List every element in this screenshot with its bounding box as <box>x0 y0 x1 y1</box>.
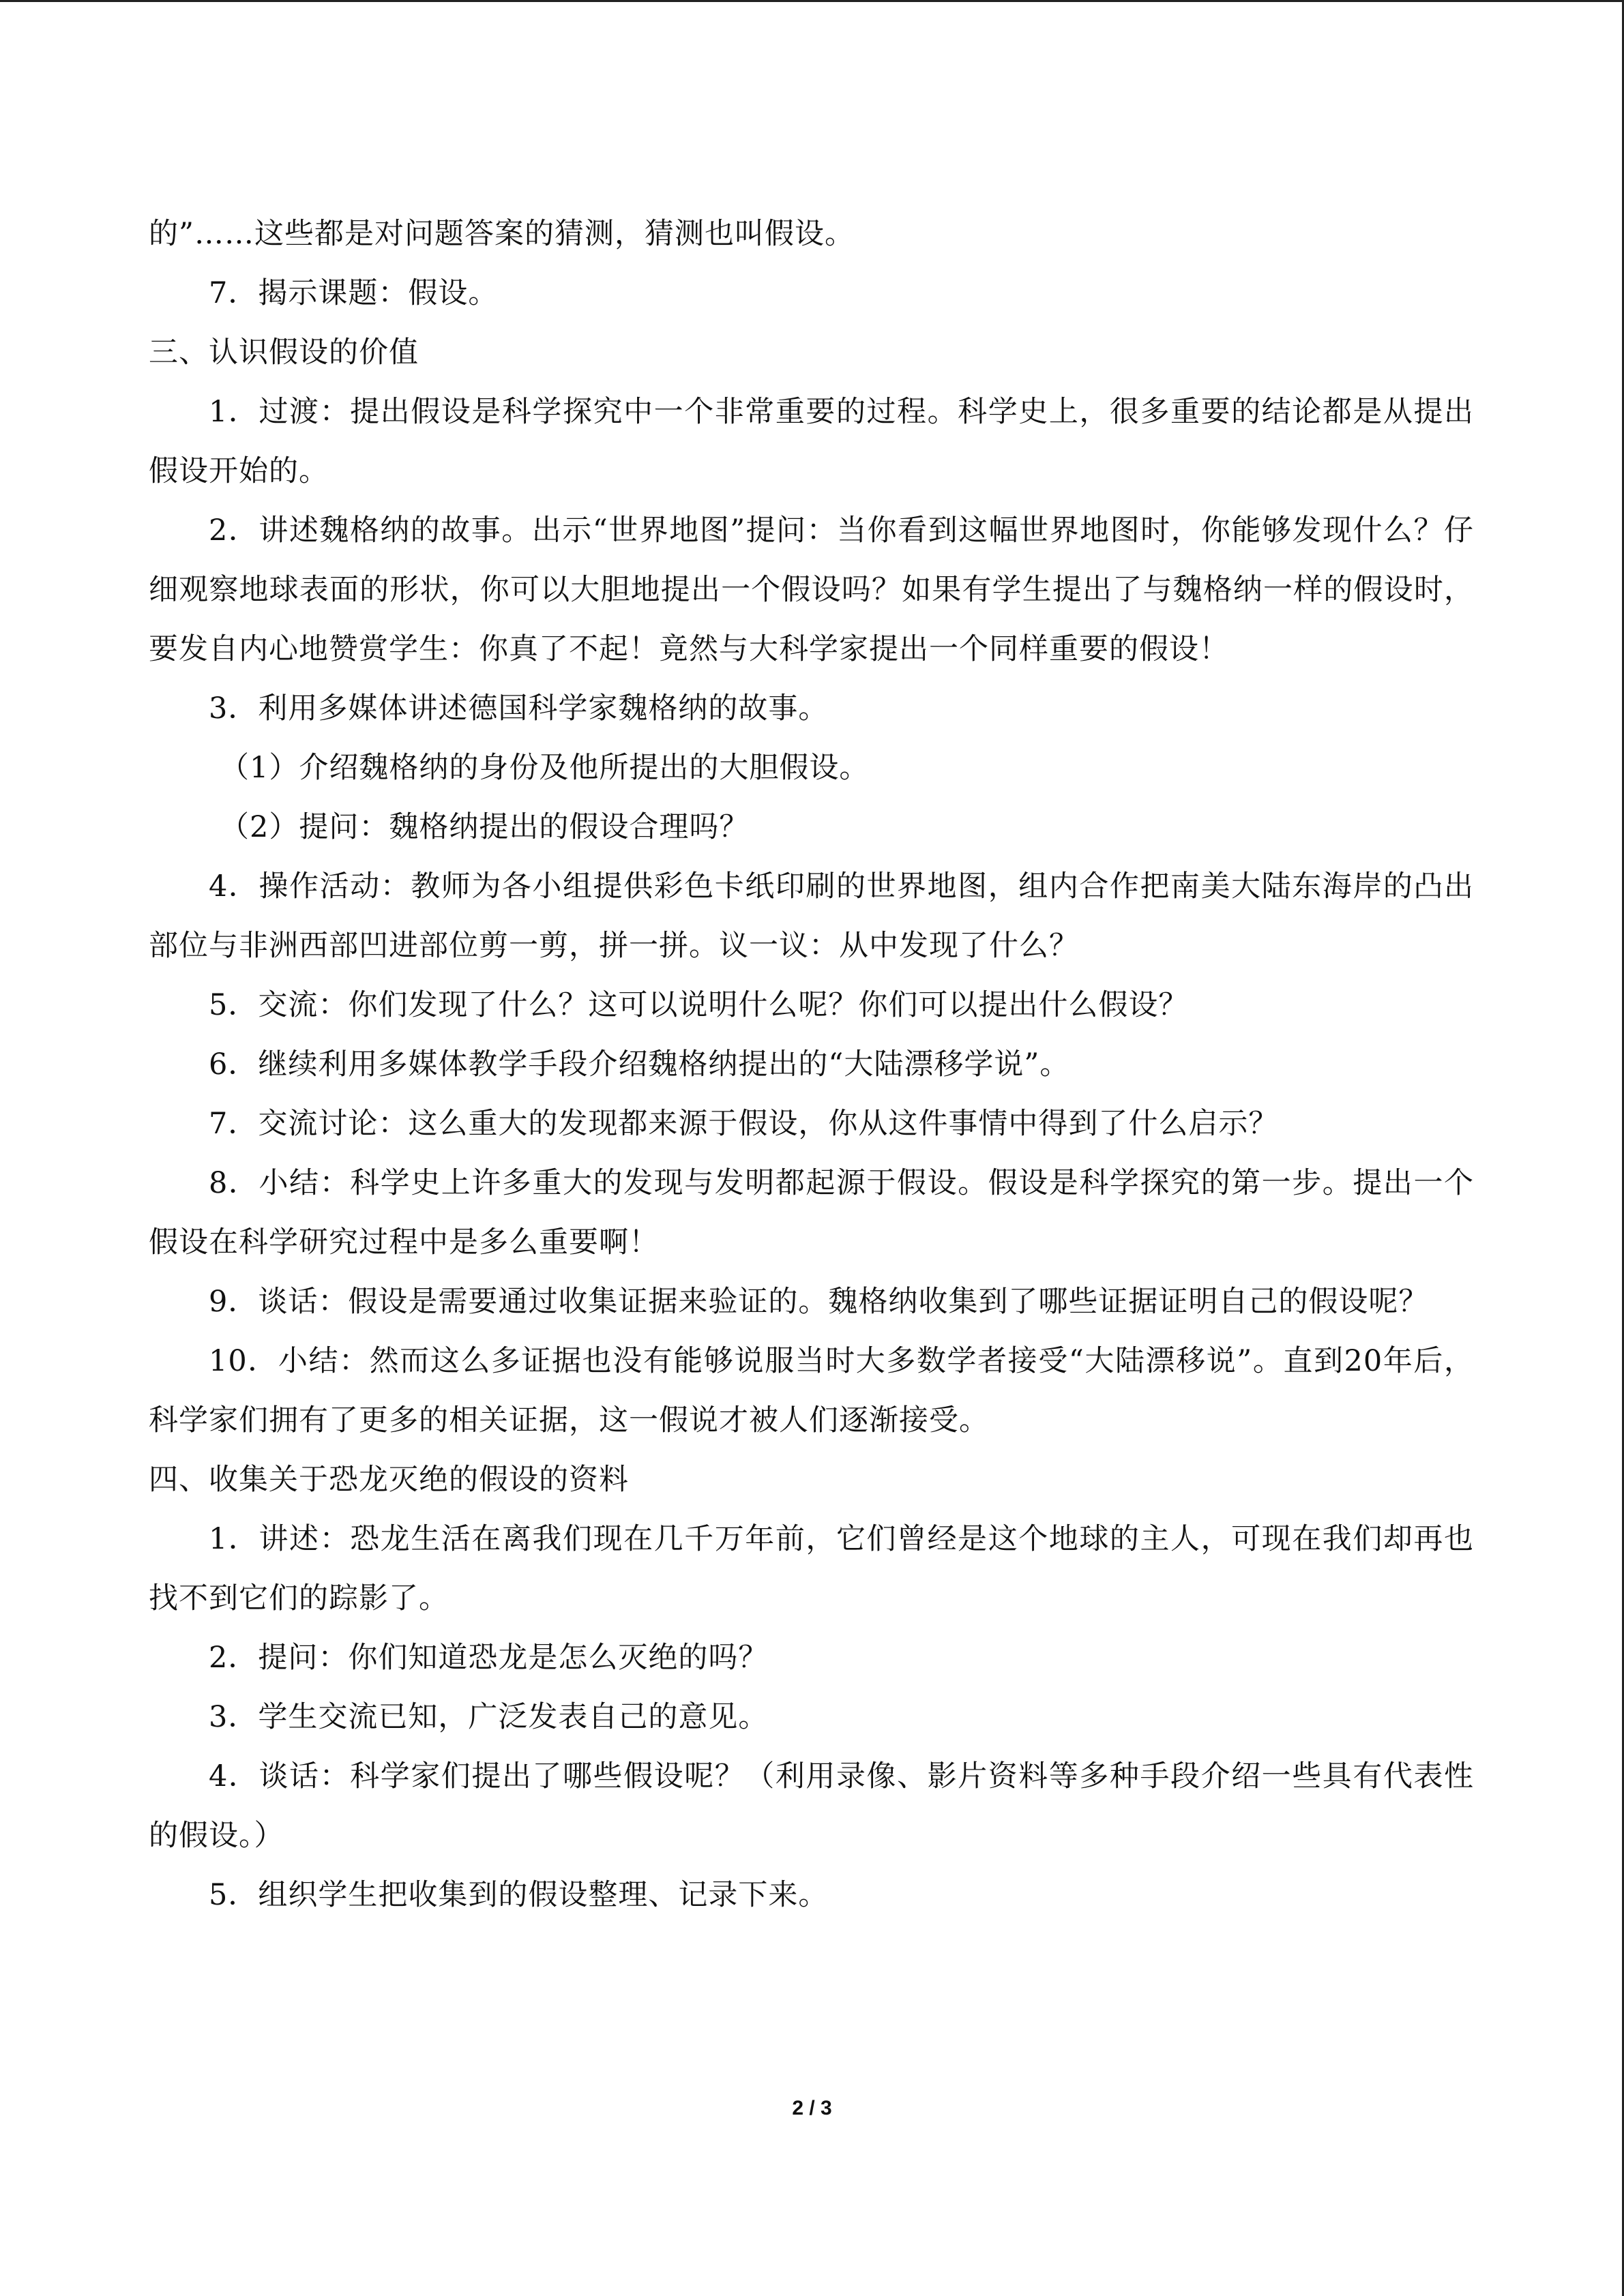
sub-item: （1）介绍魏格纳的身份及他所提出的大胆假设。 <box>220 751 870 785</box>
page-number: 2 / 3 <box>792 2097 832 2119</box>
paragraph-item: 3．学生交流已知，广泛发表自己的意见。 <box>209 1700 769 1734</box>
section-heading: 四、收集关于恐龙灭绝的假设的资料 <box>149 1463 629 1497</box>
document-body <box>149 205 1474 1925</box>
paragraph-item: 2．提问：你们知道恐龙是怎么灭绝的吗？ <box>209 1641 769 1675</box>
paragraph-item: 7．交流讨论：这么重大的发现都来源于假设，你从这件事情中得到了什么启示？ <box>209 1107 1279 1141</box>
paragraph-item: 1．过渡：提出假设是科学探究中一个非常重要的过程。科学史上，很多重要的结论都是从提出假设开始的。 <box>149 395 1474 488</box>
paragraph-item: 9．谈话：假设是需要通过收集证据来验证的。魏格纳收集到了哪些证据证明自己的假设呢？ <box>209 1285 1429 1319</box>
paragraph-item: 5．组织学生把收集到的假设整理、记录下来。 <box>209 1878 829 1912</box>
paragraph-item: 2．讲述魏格纳的故事。出示“世界地图”提问：当你看到这幅世界地图时，你能够发现什么？仔细观察地球表面的形状，你可以大胆地提出一个假设吗？如果有学生提出了与魏格纳一样的假设时，要发自内心地赞赏学生：你真了不起！竟然与大科学家提出一个同样重要的假设！ <box>149 513 1474 666</box>
paragraph-item: 8．小结：科学史上许多重大的发现与发明都起源于假设。假设是科学探究的第一步。提出一个假设在科学研究过程中是多么重要啊！ <box>149 1166 1474 1259</box>
paragraph-item: 3．利用多媒体讲述德国科学家魏格纳的故事。 <box>209 691 829 726</box>
paragraph-item: 6．继续利用多媒体教学手段介绍魏格纳提出的“大陆漂移学说”。 <box>209 1047 1070 1082</box>
paragraph-item: 4．操作活动：教师为各小组提供彩色卡纸印刷的世界地图，组内合作把南美大陆东海岸的凸出部位与非洲西部凹进部位剪一剪，拼一拼。议一议：从中发现了什么？ <box>149 869 1474 963</box>
paragraph-item: 10．小结：然而这么多证据也没有能够说服当时大多数学者接受“大陆漂移说”。直到20年后，科学家们拥有了更多的相关证据，这一假说才被人们逐渐接受。 <box>149 1344 1474 1437</box>
paragraph-item: 1．讲述：恐龙生活在离我们现在几千万年前，它们曾经是这个地球的主人，可现在我们却再也找不到它们的踪影了。 <box>149 1522 1474 1615</box>
paragraph-item: 5．交流：你们发现了什么？这可以说明什么呢？你们可以提出什么假设？ <box>209 988 1189 1022</box>
paragraph-item: 4．谈话：科学家们提出了哪些假设呢？（利用录像、影片资料等多种手段介绍一些具有代表性的假设。） <box>149 1759 1474 1853</box>
paragraph-item: 7．揭示课题：假设。 <box>209 276 499 310</box>
paragraph-continuation: 的”……这些都是对问题答案的猜测，猜测也叫假设。 <box>149 217 855 251</box>
sub-item: （2）提问：魏格纳提出的假设合理吗？ <box>220 810 750 844</box>
section-heading: 三、认识假设的价值 <box>149 336 419 370</box>
